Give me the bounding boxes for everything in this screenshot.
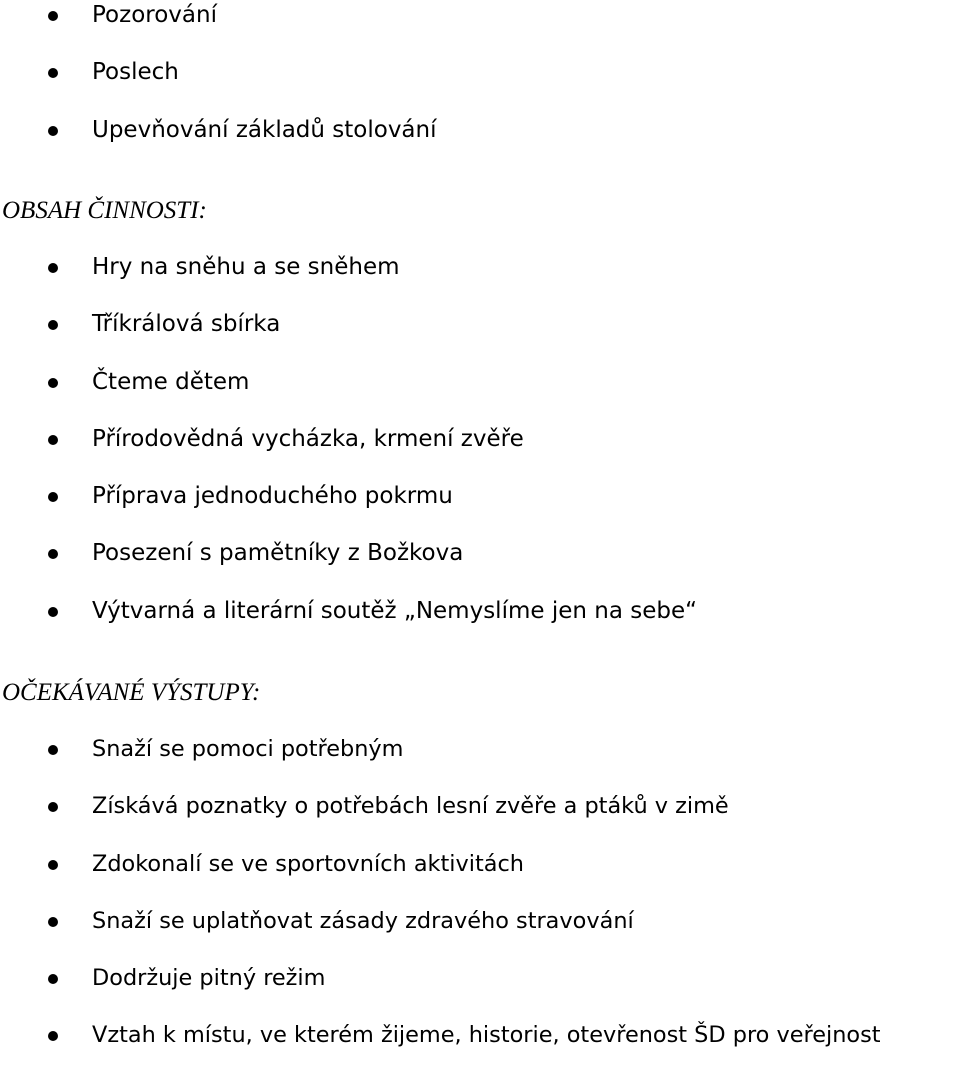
list-item (0, 0, 960, 44)
list-item-text: Snaží se pomoci potřebným (92, 736, 404, 762)
bullet-icon (48, 435, 58, 445)
list-item-text: Snaží se uplatňovat zásady zdravého stravování (92, 907, 634, 934)
list-item-text: Přírodovědná vycházka, krmení zvěře (92, 425, 524, 452)
list-item (0, 721, 960, 778)
bullet-icon (48, 549, 58, 559)
bullet-icon (48, 320, 58, 330)
list-item-text: Zdokonalí se ve sportovních aktivitách (92, 850, 524, 877)
methods-list (0, 0, 960, 159)
list-item-text: Dodržuje pitný režim (92, 965, 326, 992)
bullet-icon (48, 492, 58, 502)
list-item (0, 468, 960, 525)
bullet-icon (48, 378, 58, 388)
list-item (0, 778, 960, 835)
list-item (0, 893, 960, 950)
list-item-text: Vztah k místu, ve kterém žijeme, historie, otevřenost ŠD pro veřejnost (92, 1022, 881, 1049)
list-item (0, 44, 960, 101)
list-item-text: Výtvarná a literární soutěž „Nemyslíme jen na sebe“ (92, 597, 698, 624)
bullet-icon (48, 68, 58, 78)
list-item-text: Poslech (92, 59, 179, 86)
list-item-text: Čteme dětem (92, 368, 250, 395)
list-item (0, 296, 960, 353)
section-heading-vystupy: OČEKÁVANÉ VÝSTUPY: (2, 679, 261, 706)
bullet-icon (48, 607, 58, 617)
outcomes-list (0, 721, 960, 1065)
list-item (0, 239, 960, 296)
bullet-icon (48, 263, 58, 273)
list-item-text: Příprava jednoduchého pokrmu (92, 483, 453, 510)
list-item-text: Získává poznatky o potřebách lesní zvěře a ptáků v zimě (92, 793, 729, 820)
bullet-icon (48, 126, 58, 136)
list-item-text: Hry na sněhu a se sněhem (92, 254, 400, 280)
bullet-icon (48, 974, 58, 984)
list-item-text: Pozorování (92, 2, 217, 28)
list-item (0, 583, 960, 640)
activities-list (0, 239, 960, 640)
list-item (0, 525, 960, 582)
bullet-icon (48, 745, 58, 755)
list-item (0, 950, 960, 1007)
list-item (0, 836, 960, 893)
section-heading-obsah: OBSAH ČINNOSTI: (2, 197, 207, 224)
bullet-icon (48, 917, 58, 927)
bullet-icon (48, 860, 58, 870)
list-item-text: Upevňování základů stolování (92, 116, 437, 143)
list-item (0, 411, 960, 468)
list-item-text: Tříkrálová sbírka (92, 311, 281, 338)
bullet-icon (48, 802, 58, 812)
list-item (0, 102, 960, 159)
bullet-icon (48, 11, 58, 21)
list-item (0, 1007, 960, 1064)
bullet-icon (48, 1031, 58, 1041)
list-item-text: Posezení s pamětníky z Božkova (92, 540, 464, 567)
list-item (0, 354, 960, 411)
